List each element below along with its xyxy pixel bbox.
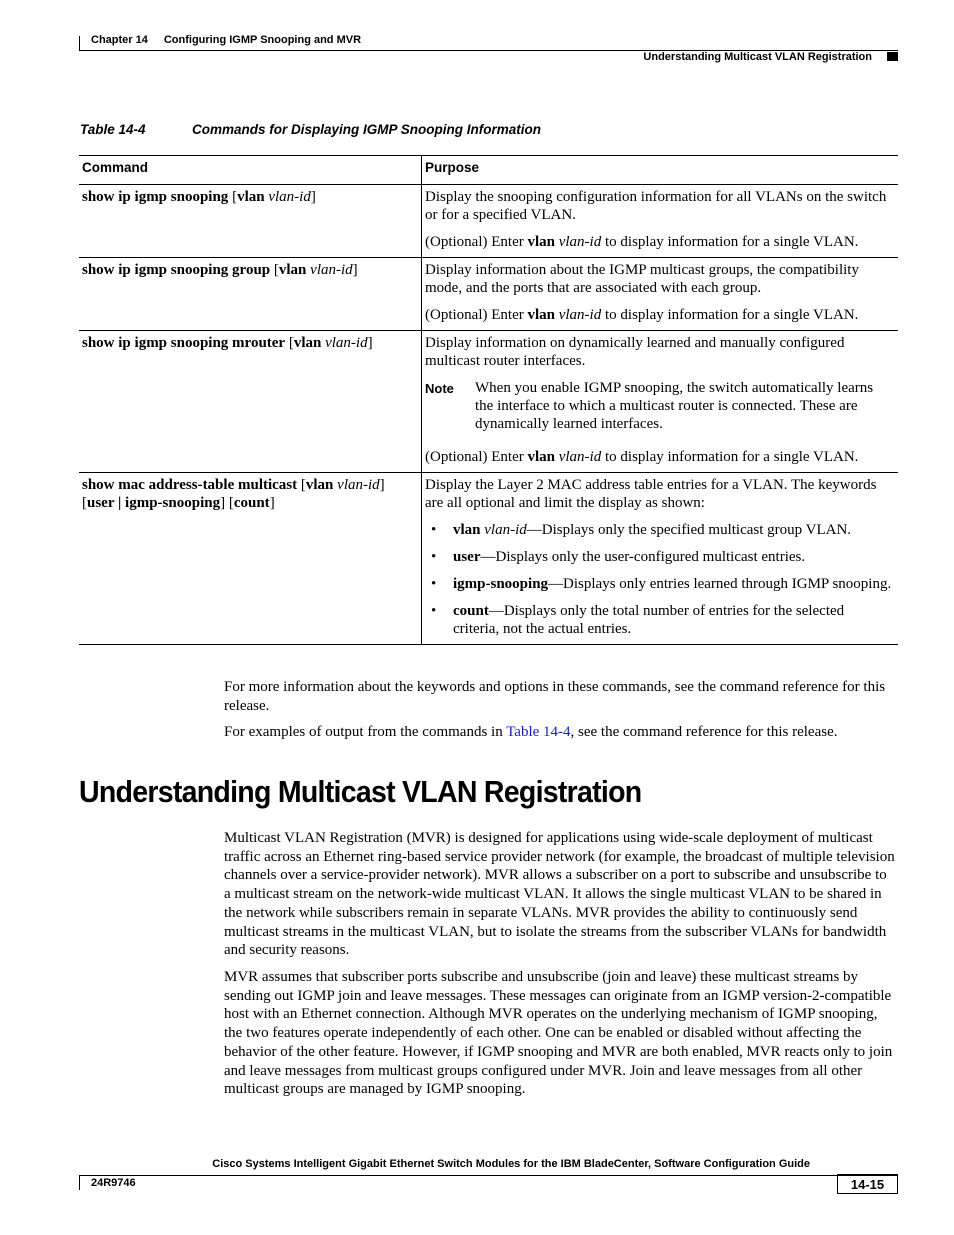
optional-suffix: to display information for a single VLAN. bbox=[601, 234, 859, 250]
table-number: Table 14-4 bbox=[80, 122, 146, 137]
header-rule-vertical bbox=[79, 36, 80, 50]
optional-prefix: (Optional) Enter bbox=[425, 449, 528, 465]
command-keyword: vlan bbox=[278, 262, 307, 278]
command-keyword: show ip igmp snooping bbox=[82, 189, 229, 205]
chapter-number: Chapter 14 bbox=[91, 34, 148, 46]
command-bracket: ] bbox=[269, 495, 275, 511]
list-item bbox=[425, 548, 894, 566]
footer-title: Cisco Systems Intelligent Gigabit Ethernet Switch Modules for the IBM BladeCenter, Software Configuration Guide bbox=[212, 1158, 810, 1170]
paragraph-mvr-intro: Multicast VLAN Registration (MVR) is designed for applications using wide-scale deployment of multicast traffic across an Ethernet ring-based service provider network (for example, the broadcast of multiple television channels over a service-provider network). MVR allows a subscriber on a port to subscribe and unsubscribe to a multicast stream on the network-wide multicast VLAN. It allows the single multicast VLAN to be shared in the network while subscribers remain in separate VLANs. MVR provides the ability to continuously send multicast streams in the multicast VLAN, but to isolate the streams from the subscriber VLANs for bandwidth and security reasons. bbox=[224, 830, 895, 959]
command-bracket: ] bbox=[367, 335, 373, 351]
bullet-keyword: igmp-snooping bbox=[453, 576, 549, 592]
bullet-keyword: count bbox=[453, 603, 489, 619]
optional-keyword: vlan bbox=[527, 307, 555, 323]
chapter-title: Configuring IGMP Snooping and MVR bbox=[163, 34, 362, 46]
footer-doc-number: 24R9746 bbox=[91, 1177, 136, 1189]
bullet-text: —Displays only entries learned through IGMP snooping. bbox=[548, 576, 892, 592]
command-cell bbox=[79, 331, 422, 473]
command-bracket: [ bbox=[82, 495, 87, 511]
command-argument: vlan-id bbox=[310, 262, 353, 278]
command-bracket: ] bbox=[352, 262, 358, 278]
paragraph-more-info: For more information about the keywords and options in these commands, see the command reference for this release. bbox=[224, 679, 886, 714]
paragraph-examples bbox=[224, 723, 896, 742]
paragraph-mvr-operation: MVR assumes that subscriber ports subscribe and unsubscribe (join and leave) these multicast streams by sending out IGMP join and leave messages. These messages can originate from an IGMP version-2-compatible host with an Ethernet connection. Although MVR operates on the underlying mechanism of IGMP snooping, the two features operate independently of each other. One can be enabled or disabled without affecting the behavior of the other feature. However, if IGMP snooping and MVR are both enabled, MVR reacts only to join and leave messages from multicast groups configured under MVR. Join and leave messages from all other multicast groups are managed by IGMP snooping. bbox=[224, 969, 893, 1098]
bullet-text: —Displays only the total number of entries for the selected criteria, not the actual entries. bbox=[453, 603, 845, 637]
purpose-cell bbox=[422, 331, 899, 473]
paragraph-text: , see the command reference for this release. bbox=[570, 724, 838, 740]
header-marker-box bbox=[887, 52, 898, 61]
command-cell bbox=[79, 258, 422, 331]
command-cell bbox=[79, 185, 422, 258]
optional-keyword: vlan bbox=[527, 449, 555, 465]
table-header-row bbox=[79, 156, 898, 185]
paragraph-text: For examples of output from the commands in bbox=[224, 724, 507, 740]
command-argument: vlan-id bbox=[337, 477, 380, 493]
command-keyword: show mac address-table multicast bbox=[82, 477, 298, 493]
purpose-text: Display the Layer 2 MAC address table entries for a VLAN. The keywords are all optional and limit the display as shown: bbox=[425, 477, 877, 511]
command-bracket: [ bbox=[228, 189, 238, 205]
command-bracket: ] bbox=[310, 189, 316, 205]
command-cell bbox=[79, 473, 422, 645]
bullet-argument: vlan-id bbox=[480, 522, 527, 538]
command-keyword: vlan bbox=[237, 189, 265, 205]
optional-text bbox=[425, 306, 894, 324]
table-row bbox=[79, 185, 898, 258]
table-row bbox=[79, 258, 898, 331]
command-keyword: user bbox=[87, 495, 115, 511]
command-keyword: igmp-snooping bbox=[125, 495, 221, 511]
command-keyword: show ip igmp snooping group bbox=[82, 262, 271, 278]
optional-prefix: (Optional) Enter bbox=[425, 234, 528, 250]
note-block bbox=[425, 379, 894, 433]
command-keyword: vlan bbox=[293, 335, 322, 351]
table-reference-link[interactable]: Table 14-4 bbox=[506, 724, 571, 740]
bullet-text: —Displays only the user-configured multicast entries. bbox=[480, 549, 806, 565]
command-argument: vlan-id bbox=[268, 189, 311, 205]
command-bracket: ] [ bbox=[220, 495, 234, 511]
optional-prefix: (Optional) Enter bbox=[425, 307, 528, 323]
page-number: 14-15 bbox=[837, 1174, 898, 1194]
list-item bbox=[425, 521, 894, 539]
table-row bbox=[79, 331, 898, 473]
table-caption bbox=[80, 122, 542, 137]
optional-text bbox=[425, 448, 894, 466]
column-header-purpose: Purpose bbox=[422, 156, 899, 185]
note-label: Note bbox=[425, 381, 454, 396]
running-header-chapter bbox=[91, 34, 361, 46]
bullet-text: —Displays only the specified multicast group VLAN. bbox=[526, 522, 852, 538]
purpose-cell bbox=[422, 473, 899, 645]
optional-suffix: to display information for a single VLAN. bbox=[601, 307, 859, 323]
command-bracket: [ bbox=[270, 262, 279, 278]
optional-argument: vlan-id bbox=[558, 307, 602, 323]
optional-argument: vlan-id bbox=[558, 449, 602, 465]
commands-table bbox=[79, 155, 898, 645]
purpose-text: Display the snooping configuration information for all VLANs on the switch or for a specified VLAN. bbox=[425, 189, 887, 223]
keyword-list bbox=[425, 521, 894, 638]
optional-text bbox=[425, 233, 894, 251]
command-keyword: show ip igmp snooping mrouter bbox=[82, 335, 286, 351]
column-header-command: Command bbox=[79, 156, 422, 185]
optional-suffix: to display information for a single VLAN. bbox=[601, 449, 859, 465]
command-keyword: count bbox=[233, 495, 270, 511]
footer-rule-vertical bbox=[79, 1176, 80, 1190]
running-header-section: Understanding Multicast VLAN Registration bbox=[643, 51, 872, 63]
footer-rule bbox=[79, 1175, 898, 1176]
list-item bbox=[425, 602, 894, 638]
command-keyword: vlan bbox=[305, 477, 334, 493]
purpose-text: Display information on dynamically learned and manually configured multicast router interfaces. bbox=[425, 335, 845, 369]
optional-argument: vlan-id bbox=[558, 234, 602, 250]
command-bracket: [ bbox=[285, 335, 294, 351]
note-text: When you enable IGMP snooping, the switch automatically learns the interface to which a multicast router is connected. These are dynamically learned interfaces. bbox=[475, 380, 874, 432]
command-bracket: ] bbox=[379, 477, 385, 493]
section-heading: Understanding Multicast VLAN Registration bbox=[79, 774, 642, 809]
table-title: Commands for Displaying IGMP Snooping Information bbox=[192, 122, 542, 137]
purpose-cell bbox=[422, 185, 899, 258]
command-separator: | bbox=[114, 495, 126, 511]
purpose-cell bbox=[422, 258, 899, 331]
bullet-keyword: vlan bbox=[453, 522, 481, 538]
bullet-keyword: user bbox=[453, 549, 481, 565]
purpose-text: Display information about the IGMP multicast groups, the compatibility mode, and the ports that are associated with each group. bbox=[425, 262, 859, 296]
table-row bbox=[79, 473, 898, 645]
command-argument: vlan-id bbox=[325, 335, 368, 351]
optional-keyword: vlan bbox=[527, 234, 555, 250]
list-item bbox=[425, 575, 894, 593]
command-bracket: [ bbox=[297, 477, 306, 493]
